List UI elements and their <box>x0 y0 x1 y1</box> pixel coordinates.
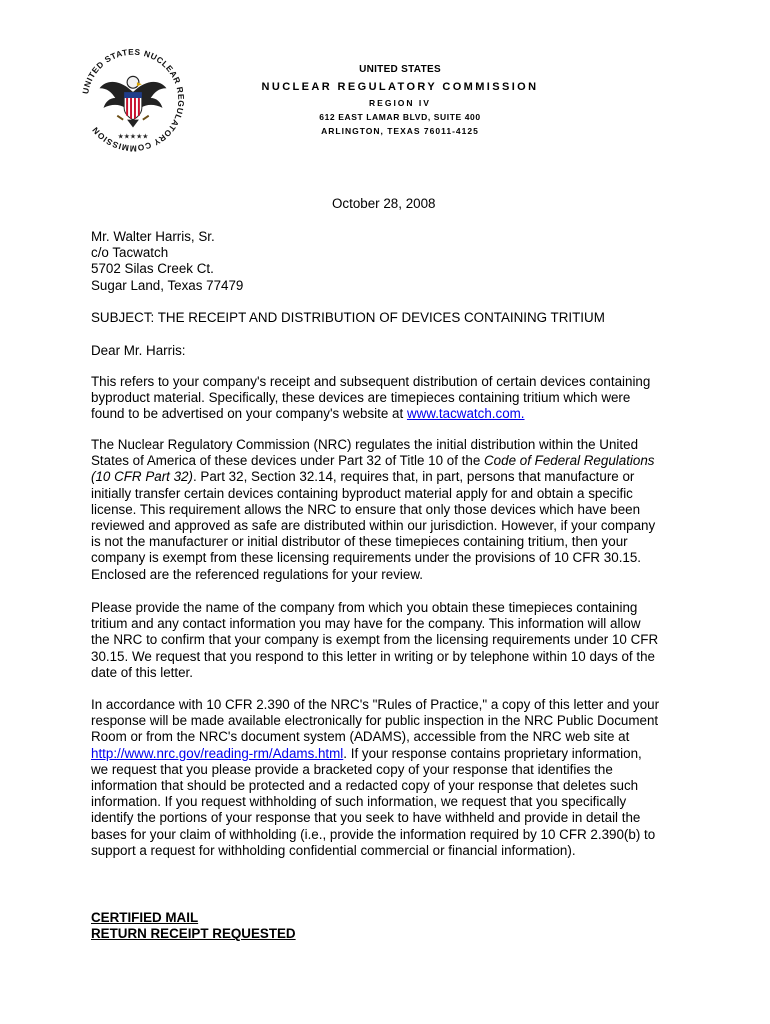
text-line: support a request for withholding confidential commercial or financial information). <box>91 842 576 858</box>
text-line: reviewed and approved as safe are distributed within our jurisdiction. However, if your company <box>91 518 656 534</box>
return-receipt-label: RETURN RECEIPT REQUESTED <box>91 926 296 942</box>
text-line: Enclosed are the referenced regulations for your review. <box>91 566 423 582</box>
mailing-notice <box>91 910 296 942</box>
text-line: company is exempt from these licensing requirements under the provisions of 10 CFR 30.15. <box>91 550 642 566</box>
svg-text:★★★★★: ★★★★★ <box>117 132 149 141</box>
text-line: information. If you request withholding of such information, we request that you specifically <box>91 794 627 810</box>
text-segment: States of America of these devices under Part 32 of Title 10 of the <box>91 453 485 469</box>
cfr-title: Code of Federal Regulations <box>484 453 655 469</box>
agency-region: REGION IV <box>369 98 431 108</box>
address-line: Mr. Walter Harris, Sr. <box>91 229 215 244</box>
paragraph-3 <box>91 600 691 681</box>
text-line: The Nuclear Regulatory Commission (NRC) regulates the initial distribution within the United <box>91 437 639 452</box>
text-line: tritium and any contact information you may have for the company. This information will allow <box>91 616 641 632</box>
cfr-part: (10 CFR Part 32) <box>91 469 193 485</box>
agency-city: ARLINGTON, TEXAS 76011-4125 <box>321 126 479 136</box>
text-line: license. This requirement allows the NRC to ensure that only those devices which have been <box>91 501 641 517</box>
text-segment: found to be advertised on your company's website at <box>91 406 407 422</box>
letterhead <box>240 64 560 136</box>
text-line: the NRC to confirm that your company is exempt from the licensing requirements under 10 CFR <box>91 632 659 648</box>
text-line <box>91 746 691 762</box>
text-line: Room or from the NRC's document system (ADAMS), accessible from the NRC web site at <box>91 729 630 745</box>
text-line: In accordance with 10 CFR 2.390 of the NRC's "Rules of Practice," a copy of this letter and your <box>91 697 660 712</box>
text-line: initially transfer certain devices containing byproduct material apply for and obtain a specific <box>91 485 633 501</box>
text-line: identify the portions of your response that you seek to have withheld and provide in detail the <box>91 810 641 826</box>
nrc-seal-icon <box>74 41 192 159</box>
tacwatch-link[interactable]: www.tacwatch.com. <box>406 406 525 422</box>
text-line <box>91 406 691 422</box>
text-segment: . If your response contains proprietary information, <box>343 745 642 761</box>
text-line: is not the manufacturer or initial distributor of these timepieces containing tritium, then your <box>91 534 628 550</box>
paragraph-4 <box>91 697 691 859</box>
salutation: Dear Mr. Harris: <box>91 343 186 358</box>
text-segment: . Part 32, Section 32.14, requires that, in part, persons that manufacture or <box>192 469 635 485</box>
text-line: date of this letter. <box>91 664 193 680</box>
address-line: 5702 Silas Creek Ct. <box>91 261 214 277</box>
address-line: Sugar Land, Texas 77479 <box>91 277 244 293</box>
text-line: information that should be protected and a redacted copy of your response that deletes such <box>91 778 639 794</box>
text-line: This refers to your company's receipt and subsequent distribution of certain devices containing <box>91 374 651 389</box>
certified-mail-label: CERTIFIED MAIL <box>91 910 199 925</box>
text-line: Please provide the name of the company from which you obtain these timepieces containing <box>91 600 638 615</box>
text-line: we request that you please provide a bracketed copy of your response that identifies the <box>91 761 613 777</box>
address-line: c/o Tacwatch <box>91 245 169 261</box>
text-line: bases for your claim of withholding (i.e., provide the information required by 10 CFR 2.390(b) to <box>91 826 656 842</box>
text-line: byproduct material. Specifically, these devices are timepieces containing tritium which were <box>91 390 631 406</box>
letter-date: October 28, 2008 <box>332 196 436 211</box>
subject-line: SUBJECT: THE RECEIPT AND DISTRIBUTION OF DEVICES CONTAINING TRITIUM <box>91 310 605 325</box>
agency-name: NUCLEAR REGULATORY COMMISSION <box>261 81 539 93</box>
adams-link[interactable]: http://www.nrc.gov/reading-rm/Adams.html <box>91 745 344 761</box>
agency-country: UNITED STATES <box>359 64 441 75</box>
text-line <box>91 453 691 469</box>
text-line: 30.15. We request that you respond to this letter in writing or by telephone within 10 days of the <box>91 648 655 664</box>
text-line <box>91 469 691 485</box>
agency-street: 612 EAST LAMAR BLVD, SUITE 400 <box>319 112 481 122</box>
paragraph-1 <box>91 374 691 423</box>
svg-text:UNITED STATES NUCLEAR REGULATO: UNITED STATES NUCLEAR REGULATORY COMMISSION <box>80 46 187 154</box>
paragraph-2 <box>91 437 691 583</box>
recipient-address <box>91 229 243 294</box>
text-line: response will be made available electronically for public inspection in the NRC Public Document <box>91 713 659 729</box>
